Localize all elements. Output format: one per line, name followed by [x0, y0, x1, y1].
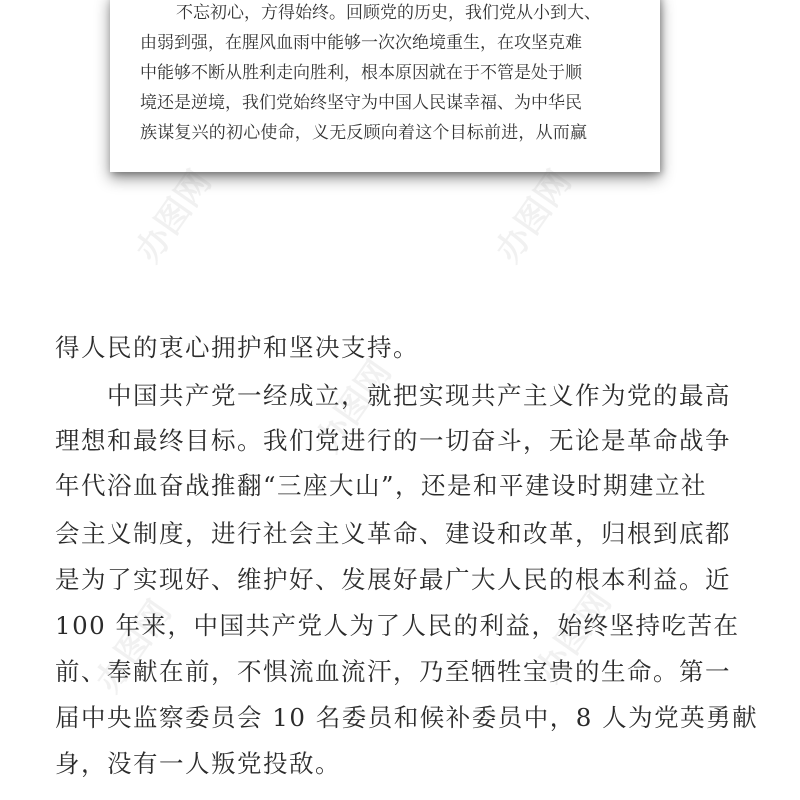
card-text-line: 境还是逆境，我们党始终坚守为中国人民谋幸福、为中华民	[140, 93, 582, 113]
body-text-line: 理想和最终目标。我们党进行的一切奋斗，无论是革命战争	[55, 426, 731, 455]
watermark: 办图网	[488, 163, 580, 270]
card-text-line: 族谋复兴的初心使命，义无反顾向着这个目标前进，从而赢	[140, 123, 588, 143]
watermark: 办图网	[308, 353, 400, 460]
card-text-line: 由弱到强，在腥风血雨中能够一次次绝境重生，在攻坚克难	[140, 33, 582, 53]
body-text-line: 是为了实现好、维护好、发展好最广大人民的根本利益。近	[55, 565, 731, 594]
card-text-line: 不忘初心，方得始终。回顾党的历史，我们党从小到大、	[176, 3, 601, 23]
body-text-line: 会主义制度，进行社会主义革命、建设和改革，归根到底都	[55, 519, 731, 548]
page-preview-card	[110, 0, 660, 172]
watermark: 办图网	[88, 593, 180, 700]
body-text-line: 100 年来，中国共产党人为了人民的利益，始终坚持吃苦在	[55, 611, 740, 640]
card-text-line: 中能够不断从胜利走向胜利，根本原因就在于不管是处于顺	[140, 63, 582, 83]
body-text-line: 得人民的衷心拥护和坚决支持。	[55, 333, 419, 362]
body-text-line: 前、奉献在前，不惧流血流汗，乃至牺牲宝贵的生命。第一	[55, 657, 731, 686]
body-text-line: 届中央监察委员会 10 名委员和候补委员中，8 人为党英勇献	[55, 703, 759, 732]
body-text-line: 中国共产党一经成立，就把实现共产主义作为党的最高	[55, 381, 731, 410]
body-text-line: 年代浴血奋战推翻“三座大山”，还是和平建设时期建立社	[55, 471, 708, 500]
body-text-line: 身，没有一人叛党投敌。	[55, 749, 341, 778]
watermark: 办图网	[528, 583, 620, 690]
watermark: 办图网	[128, 163, 220, 270]
